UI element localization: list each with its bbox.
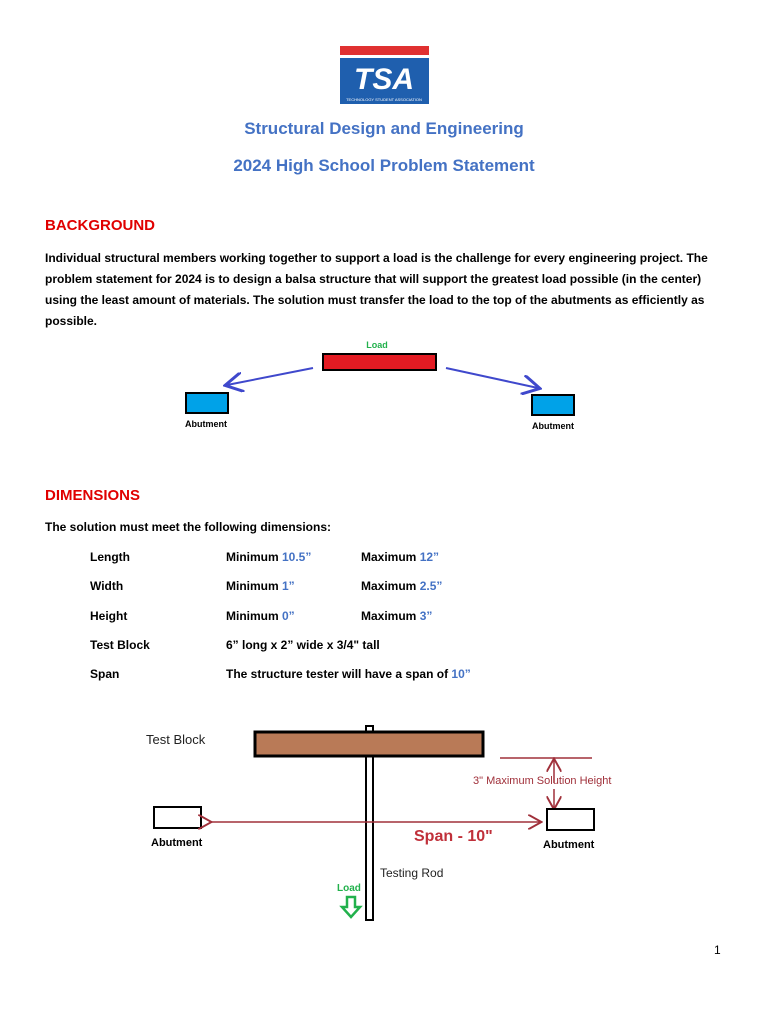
abutment-left-block — [154, 807, 201, 828]
tsa-logo — [340, 46, 429, 104]
dim-value-span: The structure tester will have a span of 10” — [226, 667, 471, 681]
background-heading: BACKGROUND — [45, 217, 155, 234]
abutment-left-block — [186, 393, 228, 413]
logo-text: TSA — [354, 63, 414, 96]
page-title: Structural Design and Engineering — [244, 119, 524, 138]
abutment-right-block — [532, 395, 574, 415]
left-arrow — [227, 368, 313, 385]
dim-label-height: Height — [90, 609, 128, 623]
dim-max-width: Maximum 2.5” — [361, 579, 443, 593]
dim-label-span: Span — [90, 667, 120, 681]
load-label: Load — [366, 340, 388, 350]
right-arrow — [446, 368, 538, 388]
load-block — [323, 354, 436, 370]
abutment-left-label: Abutment — [151, 837, 203, 849]
test-block-label: Test Block — [146, 732, 206, 747]
span-label: Span - 10" — [414, 828, 493, 845]
dim-value-test-block: 6” long x 2” wide x 3/4" tall — [226, 638, 380, 652]
load-label: Load — [337, 883, 361, 894]
abutment-right-label: Abutment — [532, 421, 574, 431]
testing-rod-label: Testing Rod — [380, 866, 444, 880]
dim-min-height: Minimum 0” — [226, 609, 295, 623]
tester-diagram — [0, 715, 768, 930]
dim-label-test-block: Test Block — [90, 638, 150, 652]
dimensions-intro: The solution must meet the following dimensions: — [45, 520, 332, 534]
dimensions-heading: DIMENSIONS — [45, 487, 141, 504]
dim-min-width: Minimum 1” — [226, 579, 295, 593]
test-block — [255, 732, 483, 756]
abutment-right-block — [547, 809, 594, 830]
dim-min-length: Minimum 10.5” — [226, 550, 312, 564]
background-paragraph: Individual structural members working together to support a load is the challenge for every engineering project. The problem statement for 2024 is to design a balsa structure that will support the greatest load possible (in the center) using the least amount of materials. The solution must transfer the load to the top of the abutments as efficiently as possible. — [45, 251, 708, 328]
max-height-label: 3" Maximum Solution Height — [473, 775, 612, 787]
abutment-right-label: Abutment — [543, 839, 595, 851]
dim-max-length: Maximum 12” — [361, 550, 440, 564]
load-diagram — [170, 335, 590, 435]
dim-label-length: Length — [90, 550, 130, 564]
dim-max-height: Maximum 3” — [361, 609, 433, 623]
logo-subtext: TECHNOLOGY STUDENT ASSOCIATION — [346, 97, 422, 102]
abutment-left-label: Abutment — [185, 419, 227, 429]
load-arrow-icon — [342, 897, 360, 917]
page-number: 1 — [714, 943, 721, 957]
dim-label-width: Width — [90, 579, 124, 593]
page-subtitle: 2024 High School Problem Statement — [233, 156, 535, 175]
